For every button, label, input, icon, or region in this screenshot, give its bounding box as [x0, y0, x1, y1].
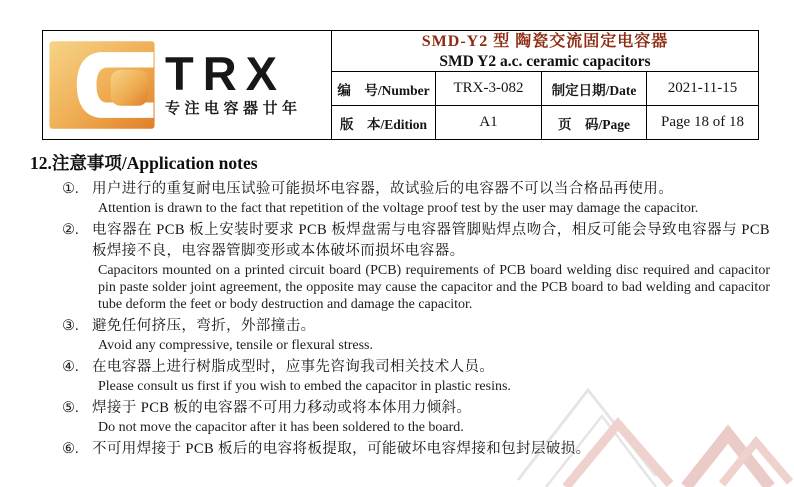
- note-5-english: Do not move the capacitor after it has been soldered to the board.: [98, 420, 464, 435]
- title-cell: [332, 31, 759, 72]
- note-2-english: Capacitors mounted on a printed circuit board (PCB) requirements of PCB board welding disc required and capacitor pin paste solder joint agreement, the opposite may cause the capacitor and the PCB board to bad welding and capacitor tube deform the feet or body destruction and damage the capacitor.: [98, 263, 770, 312]
- note-6-number: ⑥.: [62, 441, 79, 457]
- logo-cell: [43, 31, 332, 140]
- note-item-1: [62, 179, 770, 217]
- brand-name: TRX: [165, 47, 286, 100]
- note-5-number: ⑤.: [62, 400, 79, 416]
- note-item-2: [62, 220, 770, 313]
- date-label: 制定日期/Date: [542, 72, 647, 106]
- doc-title-english: SMD Y2 a.c. ceramic capacitors: [439, 52, 651, 70]
- note-item-6: [62, 439, 770, 460]
- note-3-chinese: 避免任何挤压，弯折，外部撞击。: [92, 318, 316, 334]
- note-1-number: ①.: [62, 181, 79, 197]
- note-3-english: Avoid any compressive, tensile or flexural stress.: [98, 338, 374, 353]
- date-value: 2021-11-15: [647, 72, 759, 106]
- number-value: TRX-3-082: [436, 72, 542, 106]
- note-2-number: ②.: [62, 222, 79, 238]
- page-label: 页 码/Page: [542, 106, 647, 140]
- note-1-body: [92, 179, 770, 217]
- logo-text-block: [165, 47, 302, 119]
- note-6-body: [92, 439, 770, 460]
- brand-tagline: 专注电容器廿年: [165, 100, 302, 117]
- note-6-chinese: 不可用焊接于 PCB 板后的电容将板提取，可能破坏电容焊接和包封层破损。: [92, 441, 591, 457]
- note-item-4: [62, 357, 770, 395]
- note-4-number: ④.: [62, 359, 79, 375]
- doc-title-chinese: SMD-Y2 型 陶瓷交流固定电容器: [421, 32, 669, 50]
- edition-value: A1: [436, 106, 542, 140]
- note-4-english: Please consult us first if you wish to embed the capacitor in plastic resins.: [98, 379, 511, 394]
- note-3-number: ③.: [62, 318, 79, 334]
- number-label: 编 号/Number: [332, 72, 436, 106]
- note-1-english: Attention is drawn to the fact that repetition of the voltage proof test by the user may damage the capacitor.: [98, 201, 699, 216]
- note-5-chinese: 焊接于 PCB 板的电容器不可用力移动或将本体用力倾斜。: [92, 400, 472, 416]
- note-1-chinese: 用户进行的重复耐电压试验可能损坏电容器，故试验后的电容器不可以当合格品再使用。: [92, 181, 674, 197]
- note-item-5: [62, 398, 770, 436]
- note-item-3: [62, 316, 770, 354]
- edition-label: 版 本/Edition: [332, 106, 436, 140]
- trx-logo-mark-icon: [45, 39, 159, 131]
- note-5-body: [92, 398, 770, 436]
- header-table: [42, 30, 759, 140]
- trx-logo: [43, 35, 331, 135]
- section-title: 12.注意事项/Application notes: [30, 153, 258, 173]
- notes-list: [62, 179, 770, 463]
- note-4-body: [92, 357, 770, 395]
- note-2-chinese: 电容器在 PCB 板上安装时要求 PCB 板焊盘需与电容器管脚贴焊点吻合，相反可能会导致电容器与 PCB 板焊接不良，电容器管脚变形或本体破坏而损坏电容器。: [92, 222, 770, 259]
- page-value: Page 18 of 18: [647, 106, 759, 140]
- note-4-chinese: 在电容器上进行树脂成型时，应事先咨询我司相关技术人员。: [92, 359, 495, 375]
- note-2-body: [92, 220, 770, 313]
- note-3-body: [92, 316, 770, 354]
